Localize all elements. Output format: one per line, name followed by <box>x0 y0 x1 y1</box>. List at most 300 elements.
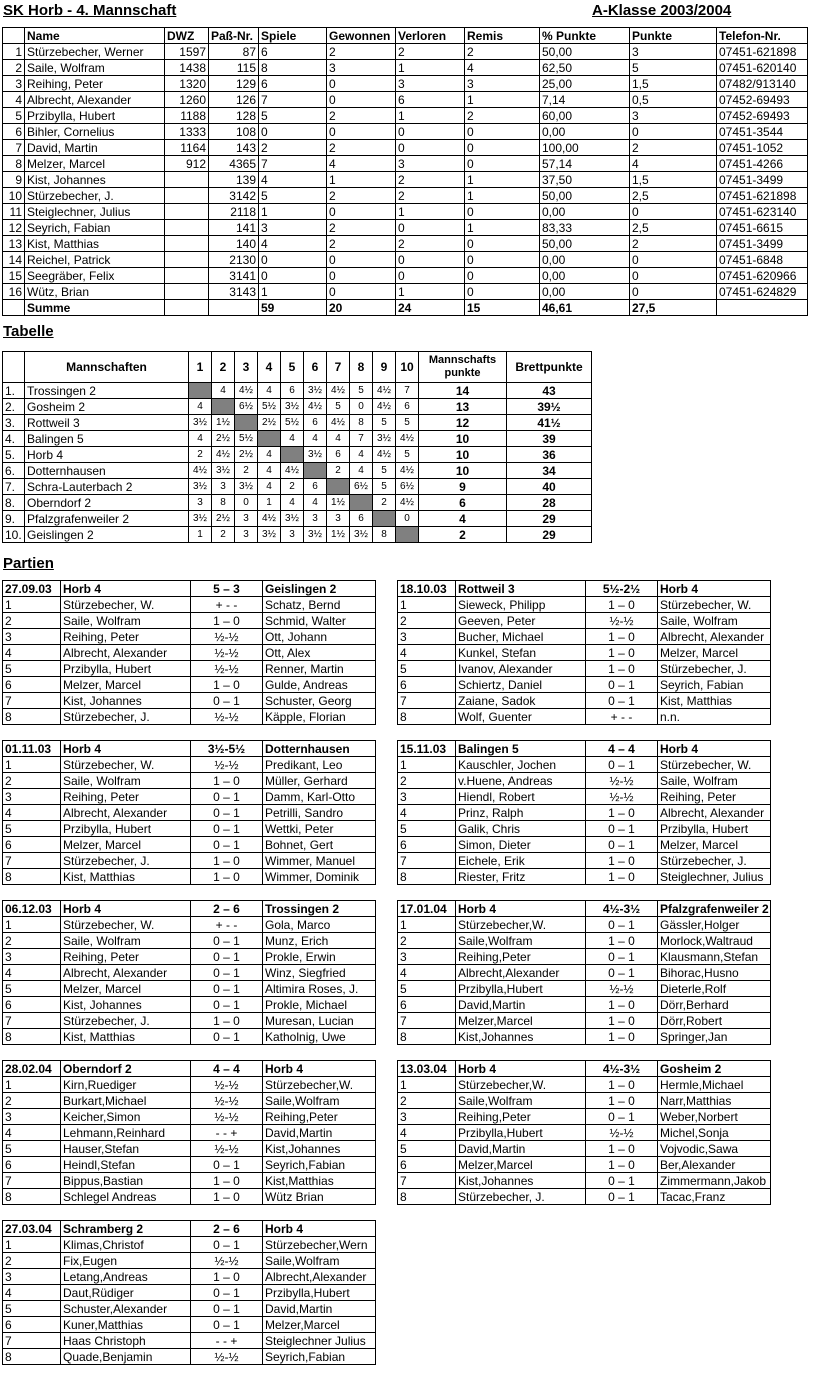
board-home-player: Kist, Matthias <box>61 1029 191 1045</box>
board-home-player: Reihing,Peter <box>456 1109 586 1125</box>
board-away-player: Gola, Marco <box>263 917 376 933</box>
roster-cell: 4 <box>259 236 327 252</box>
roster-cell: 128 <box>209 108 259 124</box>
board-result: 1 – 0 <box>586 869 658 885</box>
roster-cell: 0 <box>327 284 396 300</box>
board-away-player: Melzer, Marcel <box>658 645 771 661</box>
board-number: 5 <box>3 1301 61 1317</box>
board-row <box>398 693 771 709</box>
standings-cell: 4½ <box>189 463 212 479</box>
roster-cell: 7,14 <box>540 92 630 108</box>
board-result: 0 – 1 <box>191 1317 263 1333</box>
board-number: 8 <box>3 869 61 885</box>
board-row <box>3 1109 376 1125</box>
board-result: ½-½ <box>191 645 263 661</box>
board-home-player: Kist, Johannes <box>61 997 191 1013</box>
roster-cell: 0 <box>630 284 717 300</box>
board-home-player: Saile, Wolfram <box>61 773 191 789</box>
roster-header-cell: Paß-Nr. <box>209 28 259 44</box>
board-home-player: Melzer, Marcel <box>61 677 191 693</box>
board-number: 1 <box>398 917 456 933</box>
board-number: 2 <box>3 1253 61 1269</box>
roster-cell <box>165 188 209 204</box>
roster-row <box>3 44 808 60</box>
board-home-player: Przibylla, Hubert <box>61 661 191 677</box>
board-number: 6 <box>3 1317 61 1333</box>
match-home: Rottweil 3 <box>456 581 586 597</box>
board-home-player: Letang,Andreas <box>61 1269 191 1285</box>
board-number: 2 <box>398 613 456 629</box>
roster-cell: 2 <box>327 140 396 156</box>
board-row <box>398 997 771 1013</box>
standings-cell: 1½ <box>212 415 235 431</box>
board-number: 3 <box>398 629 456 645</box>
match-away: Horb 4 <box>658 741 771 757</box>
board-home-player: Kauschler, Jochen <box>456 757 586 773</box>
roster-sum-cell: 27,5 <box>630 300 717 316</box>
board-result: 0 – 1 <box>586 693 658 709</box>
board-away-player: Dörr,Robert <box>658 1013 771 1029</box>
standings-header-mp: Mannschafts punkte <box>419 352 507 383</box>
board-away-player: Wimmer, Dominik <box>263 869 376 885</box>
roster-cell: David, Martin <box>25 140 165 156</box>
standings-mp: 14 <box>419 383 507 399</box>
standings-cell: 0 <box>235 495 258 511</box>
standings-cell: 4 <box>212 383 235 399</box>
board-home-player: Kist,Johannes <box>456 1029 586 1045</box>
board-row <box>398 1093 771 1109</box>
roster-row <box>3 268 808 284</box>
board-home-player: Keicher,Simon <box>61 1109 191 1125</box>
board-result: 0 – 1 <box>191 933 263 949</box>
board-number: 2 <box>398 1093 456 1109</box>
standings-cell: 2 <box>281 479 304 495</box>
standings-table <box>2 351 592 543</box>
board-home-player: Albrecht, Alexander <box>61 965 191 981</box>
board-row <box>398 837 771 853</box>
standings-cell: 4½ <box>327 415 350 431</box>
board-home-player: Burkart,Michael <box>61 1093 191 1109</box>
board-result: 1 – 0 <box>191 773 263 789</box>
roster-cell: 2 <box>630 140 717 156</box>
board-number: 3 <box>3 1269 61 1285</box>
roster-cell: 3141 <box>209 268 259 284</box>
standings-col-6: 6 <box>304 352 327 383</box>
match-date: 17.01.04 <box>398 901 456 917</box>
board-away-player: Klausmann,Stefan <box>658 949 771 965</box>
board-home-player: Saile, Wolfram <box>61 613 191 629</box>
board-result: 1 – 0 <box>191 853 263 869</box>
roster-cell: 6 <box>3 124 25 140</box>
match-header <box>3 741 376 757</box>
board-away-player: Schatz, Bernd <box>263 597 376 613</box>
board-away-player: Schuster, Georg <box>263 693 376 709</box>
board-home-player: Fix,Eugen <box>61 1253 191 1269</box>
standings-cell: 4 <box>189 431 212 447</box>
board-away-player: Saile,Wolfram <box>263 1093 376 1109</box>
board-home-player: Stürzebecher, J. <box>456 1189 586 1205</box>
board-row <box>3 1077 376 1093</box>
roster-cell: 2 <box>396 44 465 60</box>
standings-cell: 5 <box>396 447 419 463</box>
board-number: 5 <box>3 821 61 837</box>
board-number: 5 <box>3 1141 61 1157</box>
standings-cell: 3½ <box>304 383 327 399</box>
roster-cell: 07452-69493 <box>717 92 808 108</box>
roster-sum-cell: 24 <box>396 300 465 316</box>
roster-cell: 0 <box>327 124 396 140</box>
board-home-player: Melzer,Marcel <box>456 1157 586 1173</box>
board-row <box>398 661 771 677</box>
board-number: 7 <box>398 1173 456 1189</box>
standings-cell: 3½ <box>189 479 212 495</box>
board-away-player: Müller, Gerhard <box>263 773 376 789</box>
roster-cell: 07451-4266 <box>717 156 808 172</box>
board-home-player: v.Huene, Andreas <box>456 773 586 789</box>
board-number: 6 <box>398 677 456 693</box>
roster-sum-cell: Summe <box>25 300 165 316</box>
standings-cell: 4½ <box>373 399 396 415</box>
roster-cell: 8 <box>3 156 25 172</box>
standings-cell: 2 <box>373 495 396 511</box>
roster-cell: 07451-3499 <box>717 236 808 252</box>
board-row <box>3 757 376 773</box>
standings-cell: 1 <box>258 495 281 511</box>
board-number: 8 <box>398 1029 456 1045</box>
roster-cell: 7 <box>3 140 25 156</box>
roster-cell: 5 <box>3 108 25 124</box>
standings-row <box>3 383 592 399</box>
board-result: 0 – 1 <box>586 965 658 981</box>
board-result: 0 – 1 <box>191 821 263 837</box>
roster-cell: 5 <box>259 188 327 204</box>
roster-cell: Albrecht, Alexander <box>25 92 165 108</box>
match-result: 4 – 4 <box>191 1061 263 1077</box>
standings-bp: 29 <box>507 527 592 543</box>
board-number: 8 <box>3 1029 61 1045</box>
roster-cell: 6 <box>396 92 465 108</box>
board-home-player: Reihing,Peter <box>456 949 586 965</box>
roster-cell: 0 <box>396 220 465 236</box>
board-number: 4 <box>3 805 61 821</box>
standings-team: Schra-Lauterbach 2 <box>25 479 189 495</box>
roster-sum-row <box>3 300 808 316</box>
standings-cell: 3½ <box>235 479 258 495</box>
standings-cell: 3½ <box>212 463 235 479</box>
roster-cell: 0 <box>465 140 540 156</box>
board-result: ½-½ <box>191 1093 263 1109</box>
match-date: 15.11.03 <box>398 741 456 757</box>
standings-cell: 3½ <box>281 511 304 527</box>
roster-cell: 0 <box>327 268 396 284</box>
board-away-player: Tacac,Franz <box>658 1189 771 1205</box>
board-away-player: Stürzebecher,W. <box>263 1077 376 1093</box>
roster-sum-cell <box>3 300 25 316</box>
board-row <box>398 1029 771 1045</box>
board-away-player: Petrilli, Sandro <box>263 805 376 821</box>
standings-team: Dotternhausen <box>25 463 189 479</box>
standings-cell: 5 <box>350 383 373 399</box>
roster-cell: 1597 <box>165 44 209 60</box>
board-row <box>3 629 376 645</box>
board-number: 8 <box>3 1189 61 1205</box>
board-home-player: Kist, Matthias <box>61 869 191 885</box>
roster-cell: 1,5 <box>630 172 717 188</box>
board-away-player: David,Martin <box>263 1301 376 1317</box>
standings-team: Horb 4 <box>25 447 189 463</box>
match-away: Dotternhausen <box>263 741 376 757</box>
board-away-player: Saile,Wolfram <box>263 1253 376 1269</box>
standings-cell: 8 <box>212 495 235 511</box>
standings-cell <box>212 399 235 415</box>
board-number: 2 <box>398 773 456 789</box>
board-home-player: Hauser,Stefan <box>61 1141 191 1157</box>
board-row <box>3 693 376 709</box>
match-table <box>2 1060 376 1205</box>
standings-mp: 4 <box>419 511 507 527</box>
board-row <box>398 645 771 661</box>
board-away-player: Kist, Matthias <box>658 693 771 709</box>
board-away-player: Steiglechner, Julius <box>658 869 771 885</box>
board-row <box>398 1189 771 1205</box>
roster-cell <box>165 236 209 252</box>
board-away-player: Michel,Sonja <box>658 1125 771 1141</box>
standings-col-10: 10 <box>396 352 419 383</box>
board-away-player: Bohnet, Gert <box>263 837 376 853</box>
roster-cell: 0 <box>465 268 540 284</box>
roster-cell: 15 <box>3 268 25 284</box>
roster-cell: 0,00 <box>540 268 630 284</box>
match-header <box>398 581 771 597</box>
board-home-player: Bucher, Michael <box>456 629 586 645</box>
roster-cell: 07451-621898 <box>717 44 808 60</box>
board-number: 7 <box>3 693 61 709</box>
standings-col-3: 3 <box>235 352 258 383</box>
roster-cell: 0 <box>465 284 540 300</box>
match-result: 2 – 6 <box>191 901 263 917</box>
board-result: ½-½ <box>191 1109 263 1125</box>
standings-col-8: 8 <box>350 352 373 383</box>
roster-cell: 1 <box>396 60 465 76</box>
board-number: 5 <box>398 821 456 837</box>
roster-cell: 3 <box>465 76 540 92</box>
roster-cell: 2,5 <box>630 188 717 204</box>
roster-cell: 0 <box>259 252 327 268</box>
standings-cell: 2½ <box>212 431 235 447</box>
board-away-player: Przibylla, Hubert <box>658 821 771 837</box>
board-home-player: Melzer, Marcel <box>61 981 191 997</box>
roster-cell: 13 <box>3 236 25 252</box>
board-home-player: Wolf, Guenter <box>456 709 586 725</box>
roster-cell: 2 <box>396 172 465 188</box>
roster-cell: 2 <box>465 44 540 60</box>
match-table <box>397 580 771 725</box>
board-away-player: Dieterle,Rolf <box>658 981 771 997</box>
board-home-player: Klimas,Christof <box>61 1237 191 1253</box>
standings-cell: 4 <box>350 463 373 479</box>
standings-cell: 2½ <box>212 511 235 527</box>
roster-cell <box>165 252 209 268</box>
roster-cell: 12 <box>3 220 25 236</box>
board-home-player: Melzer, Marcel <box>61 837 191 853</box>
standings-col-5: 5 <box>281 352 304 383</box>
match-result: 4 – 4 <box>586 741 658 757</box>
standings-cell: 5½ <box>258 399 281 415</box>
board-away-player: Weber,Norbert <box>658 1109 771 1125</box>
board-row <box>3 997 376 1013</box>
roster-cell: 2130 <box>209 252 259 268</box>
board-number: 3 <box>3 949 61 965</box>
standings-team: Trossingen 2 <box>25 383 189 399</box>
standings-mp: 10 <box>419 431 507 447</box>
roster-cell: 0 <box>630 268 717 284</box>
roster-cell: 14 <box>3 252 25 268</box>
standings-rank: 8. <box>3 495 25 511</box>
roster-row <box>3 124 808 140</box>
board-home-player: Schuster,Alexander <box>61 1301 191 1317</box>
roster-sum-cell: 59 <box>259 300 327 316</box>
board-away-player: Albrecht, Alexander <box>658 805 771 821</box>
standings-cell: 2 <box>235 463 258 479</box>
board-home-player: Lehmann,Reinhard <box>61 1125 191 1141</box>
league-title: A-Klasse 2003/2004 <box>592 2 732 19</box>
roster-cell: 4 <box>465 60 540 76</box>
standings-cell: 5 <box>327 399 350 415</box>
board-row <box>3 677 376 693</box>
board-away-player: Albrecht, Alexander <box>658 629 771 645</box>
roster-cell: Melzer, Marcel <box>25 156 165 172</box>
board-number: 5 <box>398 1141 456 1157</box>
roster-cell: Wütz, Brian <box>25 284 165 300</box>
roster-cell: 0,00 <box>540 284 630 300</box>
roster-cell: 3143 <box>209 284 259 300</box>
standings-col-1: 1 <box>189 352 212 383</box>
board-row <box>398 933 771 949</box>
standings-mp: 10 <box>419 463 507 479</box>
match-away: Trossingen 2 <box>263 901 376 917</box>
board-result: 1 – 0 <box>586 997 658 1013</box>
board-home-player: Melzer,Marcel <box>456 1013 586 1029</box>
roster-cell: 0 <box>630 204 717 220</box>
standings-bp: 36 <box>507 447 592 463</box>
standings-cell: 6 <box>350 511 373 527</box>
board-number: 3 <box>3 629 61 645</box>
match-date: 18.10.03 <box>398 581 456 597</box>
board-number: 6 <box>398 1157 456 1173</box>
standings-rank: 4. <box>3 431 25 447</box>
standings-cell: 4½ <box>281 463 304 479</box>
standings-cell <box>396 527 419 543</box>
board-row <box>398 597 771 613</box>
board-row <box>3 1157 376 1173</box>
roster-cell: 126 <box>209 92 259 108</box>
roster-header-cell: % Punkte <box>540 28 630 44</box>
roster-cell: 60,00 <box>540 108 630 124</box>
roster-cell: 0,5 <box>630 92 717 108</box>
roster-cell: 0 <box>259 124 327 140</box>
roster-cell: 141 <box>209 220 259 236</box>
board-home-player: Kist, Johannes <box>61 693 191 709</box>
match-home: Horb 4 <box>456 901 586 917</box>
roster-cell: 0 <box>396 268 465 284</box>
match-date: 06.12.03 <box>3 901 61 917</box>
standings-team: Pfalzgrafenweiler 2 <box>25 511 189 527</box>
match-table <box>397 1060 771 1205</box>
board-home-player: Przibylla,Hubert <box>456 1125 586 1141</box>
board-number: 3 <box>398 789 456 805</box>
standings-cell: 5 <box>373 463 396 479</box>
roster-cell: Seegräber, Felix <box>25 268 165 284</box>
roster-cell: 10 <box>3 188 25 204</box>
roster-cell: 115 <box>209 60 259 76</box>
board-row <box>3 821 376 837</box>
board-result: 0 – 1 <box>191 805 263 821</box>
match-result: 5 – 3 <box>191 581 263 597</box>
standings-cell: 4½ <box>396 463 419 479</box>
board-result: 0 – 1 <box>586 917 658 933</box>
standings-cell: 3 <box>235 527 258 543</box>
board-result: ½-½ <box>586 981 658 997</box>
board-result: ½-½ <box>586 789 658 805</box>
match-away: Pfalzgrafenweiler 2 <box>658 901 771 917</box>
board-home-player: Saile, Wolfram <box>61 933 191 949</box>
standings-cell: 4 <box>304 431 327 447</box>
board-result: ½-½ <box>586 773 658 789</box>
standings-cell: 7 <box>396 383 419 399</box>
board-number: 7 <box>3 1013 61 1029</box>
board-home-player: Przibylla,Hubert <box>456 981 586 997</box>
standings-rank: 9. <box>3 511 25 527</box>
board-row <box>3 1317 376 1333</box>
board-result: 0 – 1 <box>586 757 658 773</box>
board-number: 2 <box>3 1093 61 1109</box>
roster-header-cell: Telefon-Nr. <box>717 28 808 44</box>
board-home-player: Daut,Rüdiger <box>61 1285 191 1301</box>
roster-cell: 912 <box>165 156 209 172</box>
board-result: - - + <box>191 1125 263 1141</box>
roster-row <box>3 252 808 268</box>
board-row <box>3 853 376 869</box>
board-home-player: Kist,Johannes <box>456 1173 586 1189</box>
board-result: 1 – 0 <box>191 677 263 693</box>
board-home-player: Bippus,Bastian <box>61 1173 191 1189</box>
match-table <box>397 900 771 1045</box>
board-row <box>398 853 771 869</box>
roster-cell: 50,00 <box>540 44 630 60</box>
roster-cell: 6 <box>259 76 327 92</box>
board-number: 3 <box>398 1109 456 1125</box>
roster-cell: 1 <box>259 204 327 220</box>
roster-cell: Steiglechner, Julius <box>25 204 165 220</box>
standings-cell: 2 <box>189 447 212 463</box>
standings-bp: 34 <box>507 463 592 479</box>
roster-row <box>3 220 808 236</box>
roster-row <box>3 92 808 108</box>
roster-cell: 4 <box>630 156 717 172</box>
standings-bp: 43 <box>507 383 592 399</box>
board-row <box>398 757 771 773</box>
roster-row <box>3 236 808 252</box>
standings-cell: 1 <box>189 527 212 543</box>
roster-header-cell: Name <box>25 28 165 44</box>
roster-header-cell: DWZ <box>165 28 209 44</box>
roster-cell: 0 <box>465 236 540 252</box>
board-result: ½-½ <box>586 1125 658 1141</box>
board-row <box>3 661 376 677</box>
roster-cell: 2 <box>259 140 327 156</box>
roster-cell: 4365 <box>209 156 259 172</box>
standings-col-2: 2 <box>212 352 235 383</box>
